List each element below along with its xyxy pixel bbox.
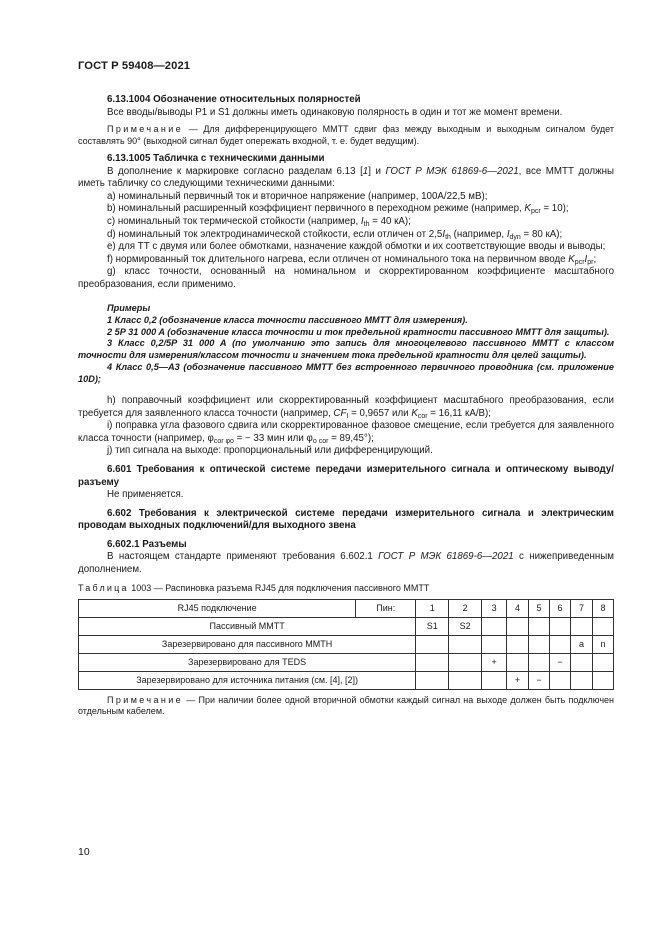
item-a: a) номинальный первичный ток и вторичное напряжение (например, 100А/22,5 мВ); bbox=[107, 190, 488, 202]
section-6-13-1005-intro bbox=[78, 166, 614, 191]
item-c-text: c) номинальный ток термической стойкости (например, bbox=[107, 216, 361, 228]
table-cell bbox=[449, 635, 482, 653]
table-cell: − bbox=[550, 653, 571, 671]
table-row bbox=[79, 653, 614, 671]
item-i-subscript-2: o cor bbox=[312, 437, 329, 445]
examples-heading: Примеры bbox=[107, 303, 151, 314]
item-f bbox=[78, 254, 614, 267]
table-row-label: Зарезервировано для источника питания (см. [4], [2]) bbox=[79, 671, 416, 689]
table-caption-label: Таблица bbox=[78, 583, 129, 594]
table-cell bbox=[592, 671, 613, 689]
item-h-symbol: CF bbox=[333, 407, 347, 419]
table-row-label: Пассивный ММТТ bbox=[79, 617, 416, 635]
rj45-pinout-table bbox=[78, 599, 614, 690]
table-row bbox=[79, 671, 614, 689]
section-6-13-1004-text: Все вводы/выводы P1 и S1 должны иметь одинаковую полярность в один и тот же момент времени. bbox=[107, 106, 563, 118]
table-pin-6: 6 bbox=[550, 599, 571, 617]
item-f-subscript-2: pr bbox=[587, 258, 594, 266]
table-cell: a bbox=[570, 635, 592, 653]
item-b-text: b) номинальный расширенный коэффициент первичного в переходном режиме (например, bbox=[107, 203, 525, 215]
table-cell bbox=[550, 635, 571, 653]
table-cell: − bbox=[529, 671, 550, 689]
table-cell bbox=[507, 617, 529, 635]
note-1-label: Примечание bbox=[107, 124, 184, 135]
table-cell: S2 bbox=[449, 617, 482, 635]
item-b-subscript: pcr bbox=[530, 208, 541, 216]
table-header-row bbox=[79, 599, 614, 617]
item-c-subscript: th bbox=[363, 221, 370, 229]
item-i-subscript: cor φo bbox=[213, 437, 234, 445]
intro-part-c: , все ММТТ должны иметь табличку со следующими техническими данными: bbox=[78, 165, 614, 190]
table-cell: + bbox=[482, 653, 507, 671]
example-2: 2 5P 31 000 A (обозначение класса точности и ток предельной кратности пассивного ММТТ для защиты). bbox=[107, 326, 610, 337]
item-i-text: i) поправка угла фазового сдвига или скорректированное фазовое смещение, если требуется для заявленного класса точности (например, φ bbox=[78, 420, 614, 444]
item-f-end: ; bbox=[593, 253, 597, 265]
note-2 bbox=[78, 695, 614, 718]
section-6-602-1-text bbox=[78, 551, 614, 576]
table-cell bbox=[416, 671, 449, 689]
item-g: g) класс точности, основанный на номинальном и скорректированном коэффициенте масштабного преобразования, если применимо. bbox=[78, 266, 614, 290]
table-cell bbox=[529, 617, 550, 635]
note-2-label: Примечание bbox=[107, 694, 184, 705]
item-d-subscript: th bbox=[445, 233, 451, 241]
table-cell bbox=[416, 635, 449, 653]
table-header-rj45: RJ45 подключение bbox=[79, 599, 356, 617]
item-f-subscript: pcr bbox=[574, 258, 585, 266]
table-caption bbox=[78, 582, 614, 595]
item-d-subscript-2: dyn bbox=[509, 233, 521, 241]
table-cell bbox=[570, 671, 592, 689]
item-h-mid: = 0,9657 или bbox=[348, 407, 412, 419]
item-f-symbol: K bbox=[568, 253, 575, 265]
table-pin-7: 7 bbox=[570, 599, 592, 617]
intro-standard: ГОСТ Р МЭК 61869-6—2021 bbox=[385, 165, 519, 177]
table-pin-5: 5 bbox=[529, 599, 550, 617]
example-1: 1 Класс 0,2 (обозначение класса точности пассивного ММТТ для измерения). bbox=[107, 315, 468, 325]
section-6-601-text: Не применяется. bbox=[107, 489, 184, 501]
table-row-label: Зарезервировано для TEDS bbox=[79, 653, 416, 671]
table-cell bbox=[529, 635, 550, 653]
table-cell bbox=[550, 617, 571, 635]
item-e: e) для ТТ с двумя или более обмотками, назначение каждой обмотки и их соответствующие вводы и выводы; bbox=[107, 241, 606, 253]
section-6-602-1-text-a: В настоящем стандарте применяют требования 6.602.1 bbox=[107, 551, 379, 563]
table-cell bbox=[570, 617, 592, 635]
item-h-subscript: I bbox=[346, 412, 349, 420]
item-c-end: = 40 кА); bbox=[369, 216, 411, 228]
table-cell: + bbox=[507, 671, 529, 689]
table-cell: n bbox=[592, 635, 613, 653]
table-header-pin: Пин: bbox=[356, 599, 416, 617]
spacer bbox=[78, 385, 614, 395]
item-i bbox=[78, 420, 614, 445]
table-cell bbox=[482, 617, 507, 635]
table-pin-8: 8 bbox=[592, 599, 613, 617]
item-d-symbol: I bbox=[442, 228, 446, 240]
table-row-label: Зарезервировано для пассивного ММТН bbox=[79, 635, 416, 653]
item-c bbox=[78, 216, 614, 229]
table-cell bbox=[550, 671, 571, 689]
item-d bbox=[78, 229, 614, 242]
item-h-subscript-2: cor bbox=[417, 412, 428, 420]
table-cell bbox=[449, 653, 482, 671]
section-6-602-title: 6.602 Требования к электрической системе передачи измерительного сигнала и электрическим проводам выходных подключений/для выходного звена bbox=[78, 507, 614, 532]
item-h-symbol-2: K bbox=[411, 407, 418, 419]
table-cell bbox=[507, 653, 529, 671]
table-cell bbox=[529, 653, 550, 671]
table-pin-3: 3 bbox=[482, 599, 507, 617]
section-6-602-1-title: 6.602.1 Разъемы bbox=[107, 538, 187, 550]
table-cell bbox=[507, 635, 529, 653]
item-h bbox=[78, 395, 614, 420]
intro-part-b: ] и bbox=[368, 165, 386, 177]
table-pin-4: 4 bbox=[507, 599, 529, 617]
intro-ref: 1 bbox=[362, 165, 369, 177]
item-h-end: = 16,11 кА/В); bbox=[427, 407, 491, 419]
item-h-text: h) поправочный коэффициент или скорректированный коэффициент масштабного преобразования, если требуется для заявленного класса точности (например, bbox=[78, 395, 614, 419]
section-6-13-1004-title: 6.13.1004 Обозначение относительных полярностей bbox=[107, 94, 361, 105]
item-b-symbol: K bbox=[524, 203, 531, 215]
item-j: j) тип сигнала на выходе: пропорциональный или дифференцирующий. bbox=[107, 445, 433, 457]
table-caption-text: 1003 — Распиновка разъема RJ45 для подключения пассивного ММТТ bbox=[128, 583, 430, 594]
table-pin-2: 2 bbox=[449, 599, 482, 617]
table-row bbox=[79, 617, 614, 635]
section-6-602-1-text-b: с нижеприведенным дополнением. bbox=[78, 551, 614, 575]
item-d-text: d) номинальный ток электродинамической стойкости, если отличен от 2,5 bbox=[107, 228, 443, 240]
table-cell bbox=[449, 671, 482, 689]
table-cell bbox=[482, 671, 507, 689]
note-2-text: — При наличии более одной вторичной обмотки каждый сигнал на выходе должен быть подключен отдельным кабелем. bbox=[78, 694, 614, 717]
section-6-602-1-standard: ГОСТ Р МЭК 61869-6—2021 bbox=[378, 551, 514, 563]
item-i-mid: = − 33 мин или φ bbox=[233, 432, 313, 444]
section-6-601-title: 6.601 Требования к оптической системе передачи измерительного сигнала и оптическому выводу/разъему bbox=[78, 463, 614, 488]
table-cell bbox=[592, 617, 613, 635]
table-cell bbox=[482, 635, 507, 653]
note-1 bbox=[78, 124, 614, 147]
note-1-text: — Для дифференцирующего ММТТ сдвиг фаз между выходным и выходным сигналом будет составлять 90° (выходной сигнал будет опережать входной, т. е. будет ведущим). bbox=[78, 124, 614, 146]
document-body bbox=[78, 92, 614, 718]
item-c-symbol: I bbox=[360, 216, 364, 228]
table-cell: S1 bbox=[416, 617, 449, 635]
table-cell bbox=[592, 653, 613, 671]
table-row bbox=[79, 635, 614, 653]
table-cell bbox=[416, 653, 449, 671]
table-cell bbox=[570, 653, 592, 671]
example-4: 4 Класс 0,5—A3 (обозначение пассивного ММТТ без встроенного первичного проводника (см. приложение 10D); bbox=[78, 361, 614, 384]
example-3: 3 Класс 0,2/5P 31 000 A (по умолчанию это запись для многоцелевого пассивного ММТТ с классом точности для измерения/классом точности и значением тока предельной кратности для целей защиты). bbox=[78, 338, 614, 361]
table-pin-1: 1 bbox=[416, 599, 449, 617]
item-i-end: = 89,45°); bbox=[328, 432, 374, 444]
item-d-mid: (например, bbox=[450, 228, 507, 240]
item-f-text: f) нормированный ток длительного нагрева, если отличен от номинального тока на первичном вводе bbox=[107, 253, 569, 265]
document-header: ГОСТ Р 59408—2021 bbox=[78, 60, 191, 72]
item-b-end: = 10); bbox=[540, 203, 569, 215]
item-f-symbol-2: I bbox=[584, 253, 588, 265]
section-6-13-1005-title: 6.13.1005 Табличка с техническими данными bbox=[107, 153, 325, 165]
item-d-symbol-2: I bbox=[506, 228, 510, 240]
item-d-end: = 80 кА); bbox=[520, 228, 563, 240]
page-number: 10 bbox=[78, 846, 90, 858]
intro-part-a: В дополнение к маркировке согласно разделам 6.13 [ bbox=[107, 165, 363, 177]
item-b bbox=[78, 203, 614, 216]
